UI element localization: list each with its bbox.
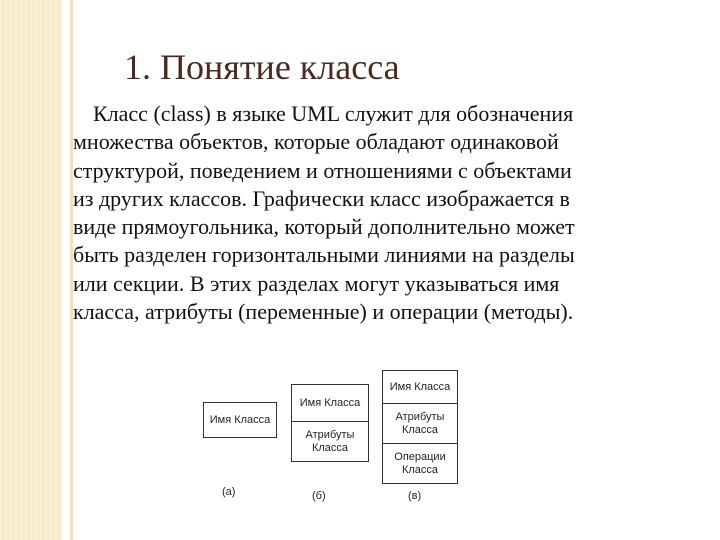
paragraph-line: структурой, поведением и отношениями с объектами [73,157,572,183]
class-name-section: Имя Класса [389,380,451,393]
paragraph-line: из других классов. Графически класс изображается в [73,185,570,211]
paragraph-line: или секции. В этих разделах могут указываться имя [73,270,560,296]
decorative-left-band [0,0,62,540]
paragraph-line: множества объектов, которые обладают одинаковой [73,129,559,155]
slide-paragraph [73,100,685,326]
class-name-section: Имя Класса [299,396,361,409]
uml-class-box-b [291,384,369,462]
operations-section: Операции Класса [383,443,457,483]
class-name-section: Имя Класса [209,413,271,426]
slide-title: 1. Понятие класса [124,47,400,87]
paragraph-line: быть разделен горизонтальными линиями на разделы [73,242,575,268]
paragraph-line: виде прямоугольника, который дополнительно может [73,214,575,240]
paragraph-line: класса, атрибуты (переменные) и операции (методы). [73,299,574,325]
uml-class-box-c [382,370,458,484]
caption-a: (а) [222,486,236,498]
paragraph-line: Класс (class) в языке UML служит для обозначения [93,101,574,126]
uml-class-box-a [203,402,277,438]
caption-c: (в) [408,490,422,502]
caption-b: (б) [312,490,326,502]
attributes-section: Атрибуты Класса [383,403,457,443]
attributes-section: Атрибуты Класса [292,421,368,461]
